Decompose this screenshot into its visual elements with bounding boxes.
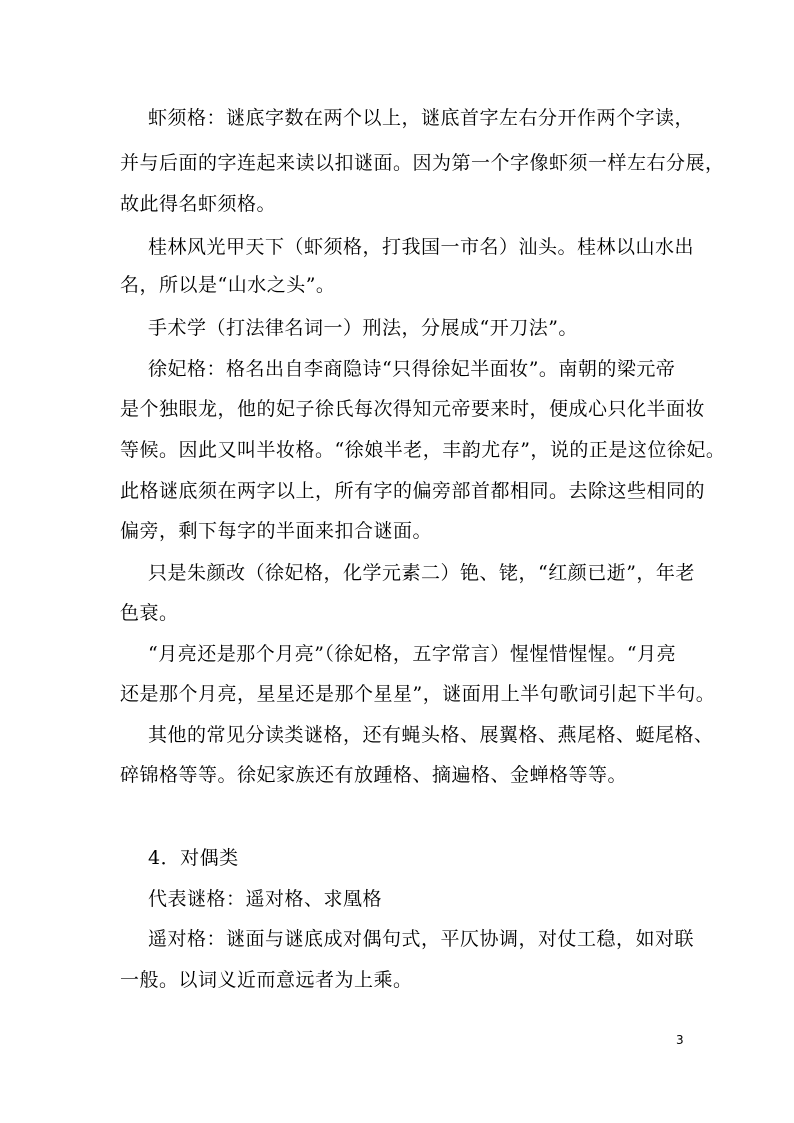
- text-line-1: 虾须格：谜底字数在两个以上，谜底首字左右分开作两个字读，: [148, 107, 695, 129]
- text-line-15: 还是那个月亮，星星还是那个星星”，谜面用上半句歌词引起下半句。: [120, 683, 716, 705]
- text-line-12: 只是朱颜改（徐妃格，化学元素二）铯、铑，“红颜已逝”，年老: [148, 562, 695, 584]
- text-line-16: 其他的常见分读类谜格，还有蝇头格、展翼格、燕尾格、蜓尾格、: [148, 724, 714, 746]
- text-line-14: “月亮还是那个月亮”（徐妃格，五字常言）惺惺惜惺惺。“月亮: [148, 643, 677, 665]
- text-line-6: 手术学（打法律名词一）刑法，分展成“开刀法”。: [148, 317, 578, 339]
- text-line-2: 并与后面的字连起来读以扣谜面。因为第一个字像虾须一样左右分展，: [120, 152, 725, 174]
- text-line-7: 徐妃格：格名出自李商隐诗“只得徐妃半面妆”。南朝的梁元帝: [148, 358, 676, 380]
- text-line-9: 等候。因此又叫半妆格。“徐娘半老，丰韵尤存”，说的正是这位徐妃。: [120, 439, 726, 461]
- text-line-10: 此格谜底须在两字以上，所有字的偏旁部首都相同。去除这些相同的: [120, 480, 706, 502]
- text-line-21: 一般。以词义近而意远者为上乘。: [120, 969, 413, 991]
- section-heading: 4．对偶类: [148, 847, 239, 869]
- text-line-13: 色衰。: [120, 602, 179, 624]
- text-line-3: 故此得名虾须格。: [120, 193, 277, 215]
- text-line-17: 碎锦格等等。徐妃家族还有放踵格、摘遍格、金蝉格等等。: [120, 764, 628, 786]
- text-line-20: 遥对格：谜面与谜底成对偶句式，平仄协调，对仗工稳，如对联: [148, 928, 695, 950]
- text-line-8: 是个独眼龙，他的妃子徐氏每次得知元帝要来时，便成心只化半面妆: [120, 398, 706, 420]
- text-line-11: 偏旁，剩下每字的半面来扣合谜面。: [120, 520, 433, 542]
- page-number: 3: [676, 1033, 684, 1047]
- text-line-5: 名，所以是“山水之头”。: [120, 274, 336, 296]
- text-line-4: 桂林风光甲天下（虾须格，打我国一市名）汕头。桂林以山水出: [148, 236, 695, 258]
- text-line-19: 代表谜格：遥对格、求凰格: [148, 888, 383, 910]
